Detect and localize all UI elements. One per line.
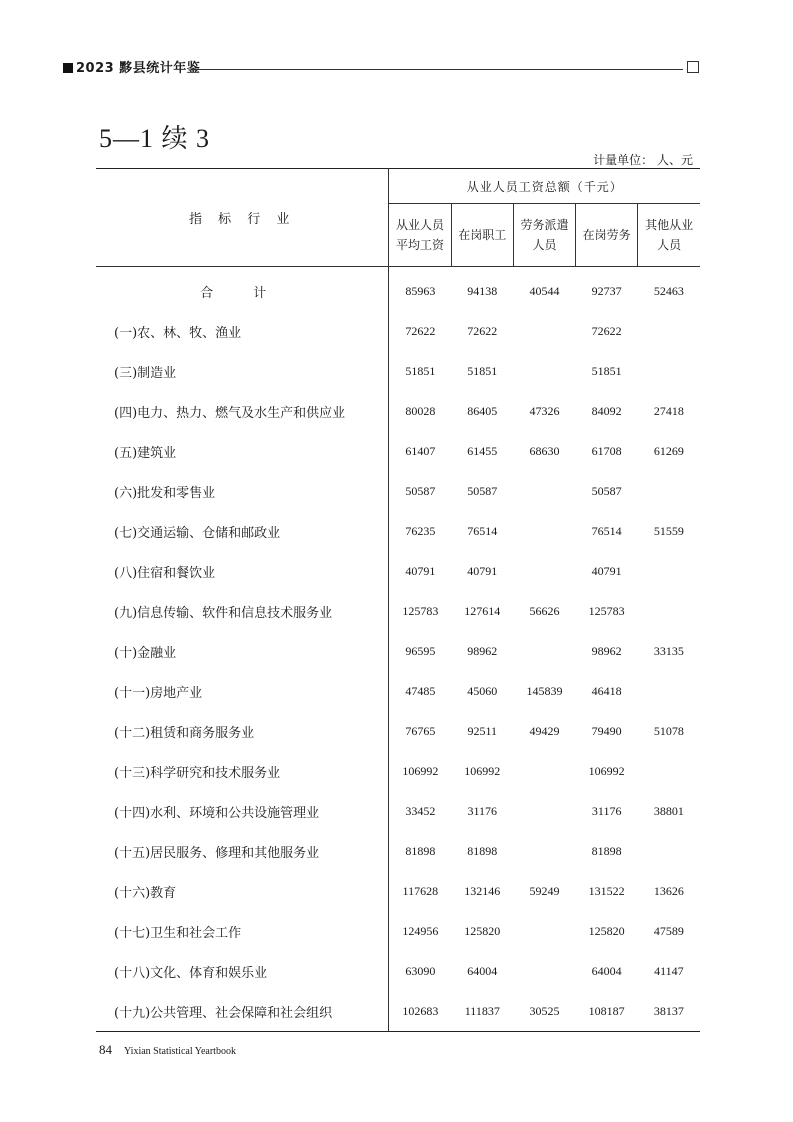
value-cell: 81898 bbox=[405, 843, 436, 858]
table-row-total bbox=[96, 267, 700, 312]
value-cell bbox=[513, 631, 575, 671]
value-cell: 81898 bbox=[591, 843, 622, 858]
table-row bbox=[96, 991, 700, 1032]
value-cell: 125783 bbox=[588, 603, 625, 618]
value-cell: 27418 bbox=[653, 403, 684, 418]
value-cell: 50587 bbox=[467, 483, 498, 498]
value-cell: 98962 bbox=[467, 643, 498, 658]
value-cell: 81898 bbox=[467, 843, 498, 858]
value-cell: 106992 bbox=[588, 763, 625, 778]
value-cell: 40791 bbox=[405, 563, 436, 578]
value-cell: 124956 bbox=[402, 923, 439, 938]
table-row bbox=[96, 351, 700, 391]
value-cell: 61455 bbox=[467, 443, 498, 458]
value-cell: 33135 bbox=[653, 643, 684, 658]
value-cell: 64004 bbox=[591, 963, 622, 978]
row-label: (十二)租赁和商务服务业 bbox=[96, 711, 389, 751]
row-label: (九)信息传输、软件和信息技术服务业 bbox=[96, 591, 389, 631]
value-cell: 80028 bbox=[405, 403, 436, 418]
row-label: (四)电力、热力、燃气及水生产和供应业 bbox=[96, 391, 389, 431]
column-header: 在岗职工 bbox=[451, 204, 513, 267]
row-label: (十八)文化、体育和娱乐业 bbox=[96, 951, 389, 991]
value-cell: 30525 bbox=[513, 991, 575, 1032]
value-cell: 76514 bbox=[467, 523, 498, 538]
row-header: 指 标 行 业 bbox=[96, 169, 389, 267]
value-cell: 31176 bbox=[591, 803, 622, 818]
table-row bbox=[96, 711, 700, 751]
value-cell bbox=[638, 471, 700, 511]
value-cell bbox=[513, 751, 575, 791]
value-cell: 85963 bbox=[405, 283, 436, 298]
table-row bbox=[96, 431, 700, 471]
value-cell: 106992 bbox=[464, 763, 501, 778]
value-cell bbox=[638, 311, 700, 351]
table-row bbox=[96, 871, 700, 911]
header-rule bbox=[191, 69, 683, 70]
value-cell bbox=[513, 791, 575, 831]
value-cell: 40544 bbox=[529, 283, 560, 298]
value-cell: 125820 bbox=[588, 923, 625, 938]
value-cell: 72622 bbox=[467, 323, 498, 338]
value-cell: 72622 bbox=[405, 323, 436, 338]
column-header: 劳务派遣人员 bbox=[513, 204, 575, 267]
value-cell: 125783 bbox=[402, 603, 439, 618]
value-cell: 127614 bbox=[464, 603, 501, 618]
value-cell: 59249 bbox=[529, 883, 560, 898]
table-row bbox=[96, 391, 700, 431]
value-cell: 47589 bbox=[653, 923, 684, 938]
row-label: 合 计 bbox=[96, 267, 389, 312]
value-cell bbox=[513, 911, 575, 951]
value-cell bbox=[638, 551, 700, 591]
value-cell bbox=[513, 351, 575, 391]
value-cell bbox=[638, 831, 700, 871]
value-cell: 52463 bbox=[653, 283, 684, 298]
value-cell: 76765 bbox=[405, 723, 436, 738]
value-cell: 102683 bbox=[389, 991, 451, 1032]
value-cell bbox=[513, 831, 575, 871]
value-cell bbox=[638, 751, 700, 791]
column-header: 从业人员平均工资 bbox=[389, 204, 451, 267]
row-label: (十一)房地产业 bbox=[96, 671, 389, 711]
value-cell: 117628 bbox=[402, 883, 439, 898]
row-label: (十五)居民服务、修理和其他服务业 bbox=[96, 831, 389, 871]
unit-note: 计量单位： 人、元 bbox=[593, 153, 693, 167]
value-cell: 33452 bbox=[405, 803, 436, 818]
value-cell: 64004 bbox=[467, 963, 498, 978]
value-cell: 63090 bbox=[405, 963, 436, 978]
table-row bbox=[96, 631, 700, 671]
value-cell: 38137 bbox=[638, 991, 700, 1032]
row-label: (五)建筑业 bbox=[96, 431, 389, 471]
table-row bbox=[96, 311, 700, 351]
value-cell: 92737 bbox=[591, 283, 622, 298]
value-cell: 38801 bbox=[653, 803, 684, 818]
value-cell: 86405 bbox=[467, 403, 498, 418]
value-cell: 41147 bbox=[654, 963, 684, 978]
value-cell: 72622 bbox=[591, 323, 622, 338]
value-cell: 61407 bbox=[405, 443, 436, 458]
table-row bbox=[96, 511, 700, 551]
value-cell: 131522 bbox=[588, 883, 625, 898]
page-footer bbox=[99, 1041, 236, 1059]
row-label: (七)交通运输、仓储和邮政业 bbox=[96, 511, 389, 551]
row-label: (八)住宿和餐饮业 bbox=[96, 551, 389, 591]
value-cell bbox=[638, 351, 700, 391]
value-cell: 40791 bbox=[591, 563, 622, 578]
value-cell: 76235 bbox=[405, 523, 436, 538]
table-row bbox=[96, 751, 700, 791]
value-cell: 49429 bbox=[529, 723, 560, 738]
value-cell: 51559 bbox=[653, 523, 684, 538]
value-cell: 47326 bbox=[529, 403, 560, 418]
table-row bbox=[96, 471, 700, 511]
book-title: Yixian Statistical Yeartbook bbox=[124, 1046, 236, 1057]
value-cell: 45060 bbox=[467, 683, 498, 698]
table-row bbox=[96, 551, 700, 591]
value-cell: 51851 bbox=[467, 363, 498, 378]
value-cell: 92511 bbox=[467, 723, 498, 738]
value-cell bbox=[513, 551, 575, 591]
value-cell: 40791 bbox=[467, 563, 498, 578]
value-cell bbox=[513, 511, 575, 551]
header-box-icon bbox=[687, 61, 699, 73]
value-cell: 84092 bbox=[591, 403, 622, 418]
value-cell bbox=[638, 671, 700, 711]
group-header: 从业人员工资总额（千元） bbox=[389, 169, 700, 204]
value-cell: 68630 bbox=[529, 443, 560, 458]
table-row bbox=[96, 791, 700, 831]
table-row bbox=[96, 911, 700, 951]
value-cell: 79490 bbox=[591, 723, 622, 738]
value-cell bbox=[513, 951, 575, 991]
table-row bbox=[96, 831, 700, 871]
header-title: 2023 黟县统计年鉴 bbox=[76, 61, 201, 76]
value-cell: 94138 bbox=[467, 283, 498, 298]
running-header bbox=[63, 55, 699, 77]
value-cell: 111837 bbox=[451, 991, 513, 1032]
row-label: (三)制造业 bbox=[96, 351, 389, 391]
column-header: 在岗劳务 bbox=[576, 204, 638, 267]
row-label: (六)批发和零售业 bbox=[96, 471, 389, 511]
table-title: 5—1 续 3 bbox=[99, 124, 211, 153]
value-cell: 106992 bbox=[402, 763, 439, 778]
wage-table bbox=[96, 168, 700, 1032]
value-cell: 51078 bbox=[653, 723, 684, 738]
row-label: (十四)水利、环境和公共设施管理业 bbox=[96, 791, 389, 831]
table-row bbox=[96, 671, 700, 711]
value-cell: 76514 bbox=[591, 523, 622, 538]
row-label: (十六)教育 bbox=[96, 871, 389, 911]
value-cell: 56626 bbox=[529, 603, 560, 618]
value-cell: 61708 bbox=[591, 443, 622, 458]
table-row bbox=[96, 951, 700, 991]
row-label: (十九)公共管理、社会保障和社会组织 bbox=[96, 991, 389, 1032]
value-cell: 61269 bbox=[653, 443, 684, 458]
value-cell bbox=[513, 311, 575, 351]
value-cell: 98962 bbox=[591, 643, 622, 658]
value-cell: 51851 bbox=[405, 363, 436, 378]
value-cell: 108187 bbox=[576, 991, 638, 1032]
value-cell: 50587 bbox=[591, 483, 622, 498]
value-cell: 46418 bbox=[591, 683, 622, 698]
square-bullet-icon bbox=[63, 63, 73, 73]
value-cell: 31176 bbox=[467, 803, 498, 818]
row-label: (十三)科学研究和技术服务业 bbox=[96, 751, 389, 791]
row-label: (十)金融业 bbox=[96, 631, 389, 671]
row-label: (十七)卫生和社会工作 bbox=[96, 911, 389, 951]
value-cell: 132146 bbox=[464, 883, 501, 898]
value-cell: 145839 bbox=[526, 683, 563, 698]
value-cell bbox=[638, 591, 700, 631]
value-cell: 13626 bbox=[653, 883, 684, 898]
value-cell: 51851 bbox=[591, 363, 622, 378]
column-header: 其他从业人员 bbox=[638, 204, 700, 267]
value-cell: 125820 bbox=[464, 923, 501, 938]
value-cell: 47485 bbox=[405, 683, 436, 698]
page-number: 84 bbox=[99, 1042, 112, 1057]
table-row bbox=[96, 591, 700, 631]
value-cell bbox=[513, 471, 575, 511]
value-cell: 50587 bbox=[405, 483, 436, 498]
row-label: (一)农、林、牧、渔业 bbox=[96, 311, 389, 351]
value-cell: 96595 bbox=[405, 643, 436, 658]
